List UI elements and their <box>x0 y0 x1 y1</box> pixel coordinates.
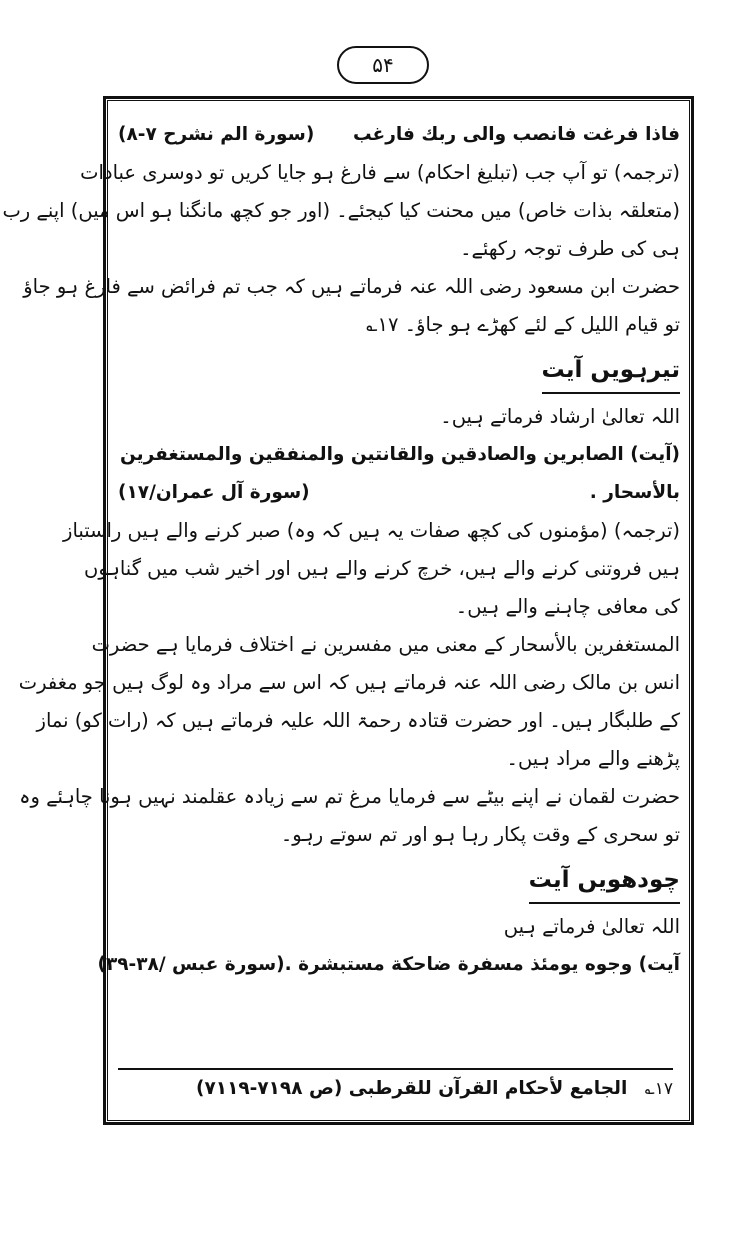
verse-text: بالأسحار . <box>589 482 680 503</box>
verse-text: فاذا فرغت فانصب والى ربك فارغب <box>352 124 680 145</box>
commentary-line: تو قیام اللیل کے لئے کھڑے ہو جاؤ۔ ۱۷؎ <box>366 313 680 336</box>
footnote-marker: ۱۷؎ <box>644 1079 673 1099</box>
commentary-line: پڑھنے والے مراد ہیں۔ <box>506 747 680 770</box>
footnote <box>118 1078 673 1099</box>
translation-line: (ترجمہ) (مؤمنوں کی کچھ صفات یہ ہیں کہ وہ) صبر کرنے والے ہیں راستباز <box>63 519 680 542</box>
verse-reference: (سورة الم نشرح ۷-۸) <box>118 124 315 145</box>
verse-line <box>118 116 680 154</box>
page-content <box>2 116 680 984</box>
page-number: ۵۴ <box>337 46 429 84</box>
verse-reference: (سورة آل عمران/۱۷) <box>118 482 310 503</box>
verse-line: (آیت) الصابرين والصادقين والقانتين والمنفقين والمستغفرين <box>119 444 680 465</box>
section-heading: تیرہویں آیت <box>542 350 680 394</box>
verse-line <box>118 474 680 512</box>
translation-line: ہی کی طرف توجہ رکھئے۔ <box>460 237 680 260</box>
translation-line: (متعلقہ بذات خاص) میں محنت کیا کیجئے۔ (اور جو کچھ مانگنا ہو اس میں) اپنے رب <box>2 199 680 222</box>
intro-line: اللہ تعالیٰ فرماتے ہیں <box>503 915 680 938</box>
section-heading: چودھویں آیت <box>529 860 680 904</box>
footnote-divider <box>118 1068 673 1070</box>
translation-line: ہیں فروتنی کرنے والے ہیں، خرچ کرنے والے ہیں اور اخیر شب میں گناہوں <box>84 557 680 580</box>
translation-line: کی معافی چاہنے والے ہیں۔ <box>455 595 680 618</box>
footnote-text: الجامع لأحكام القرآن للقرطبى (ص ۷۱۹۸-۷۱۱۹) <box>196 1078 628 1099</box>
verse-line: آیت) وجوه يومئذ مسفرة ضاحكة مستبشرة .(سورة عبس /۳۸-۳۹) <box>97 954 680 975</box>
commentary-line: تو سحری کے وقت پکار رہا ہو اور تم سوتے رہو۔ <box>280 823 680 846</box>
commentary-line: انس بن مالک رضی اللہ عنہ فرماتے ہیں کہ اس سے مراد وہ لوگ ہیں جو مغفرت <box>18 671 680 694</box>
translation-line: (ترجمہ) تو آپ جب (تبلیغ احکام) سے فارغ ہو جایا کریں تو دوسری عبادات <box>80 161 680 184</box>
intro-line: اللہ تعالیٰ ارشاد فرماتے ہیں۔ <box>440 405 680 428</box>
commentary-line: حضرت ابن مسعود رضی اللہ عنہ فرماتے ہیں کہ جب تم فرائض سے فارغ ہو جاؤ <box>23 275 680 298</box>
commentary-line: حضرت لقمان نے اپنے بیٹے سے فرمایا مرغ تم سے زیادہ عقلمند نہیں ہونا چاہئے وہ <box>19 785 680 808</box>
commentary-line: المستغفرين بالأسحار کے معنی میں مفسرین نے اختلاف فرمایا ہے حضرت <box>91 633 680 656</box>
commentary-line: کے طلبگار ہیں۔ اور حضرت قتادہ رحمۃ اللہ علیہ فرماتے ہیں کہ (رات کو) نماز <box>36 709 680 732</box>
